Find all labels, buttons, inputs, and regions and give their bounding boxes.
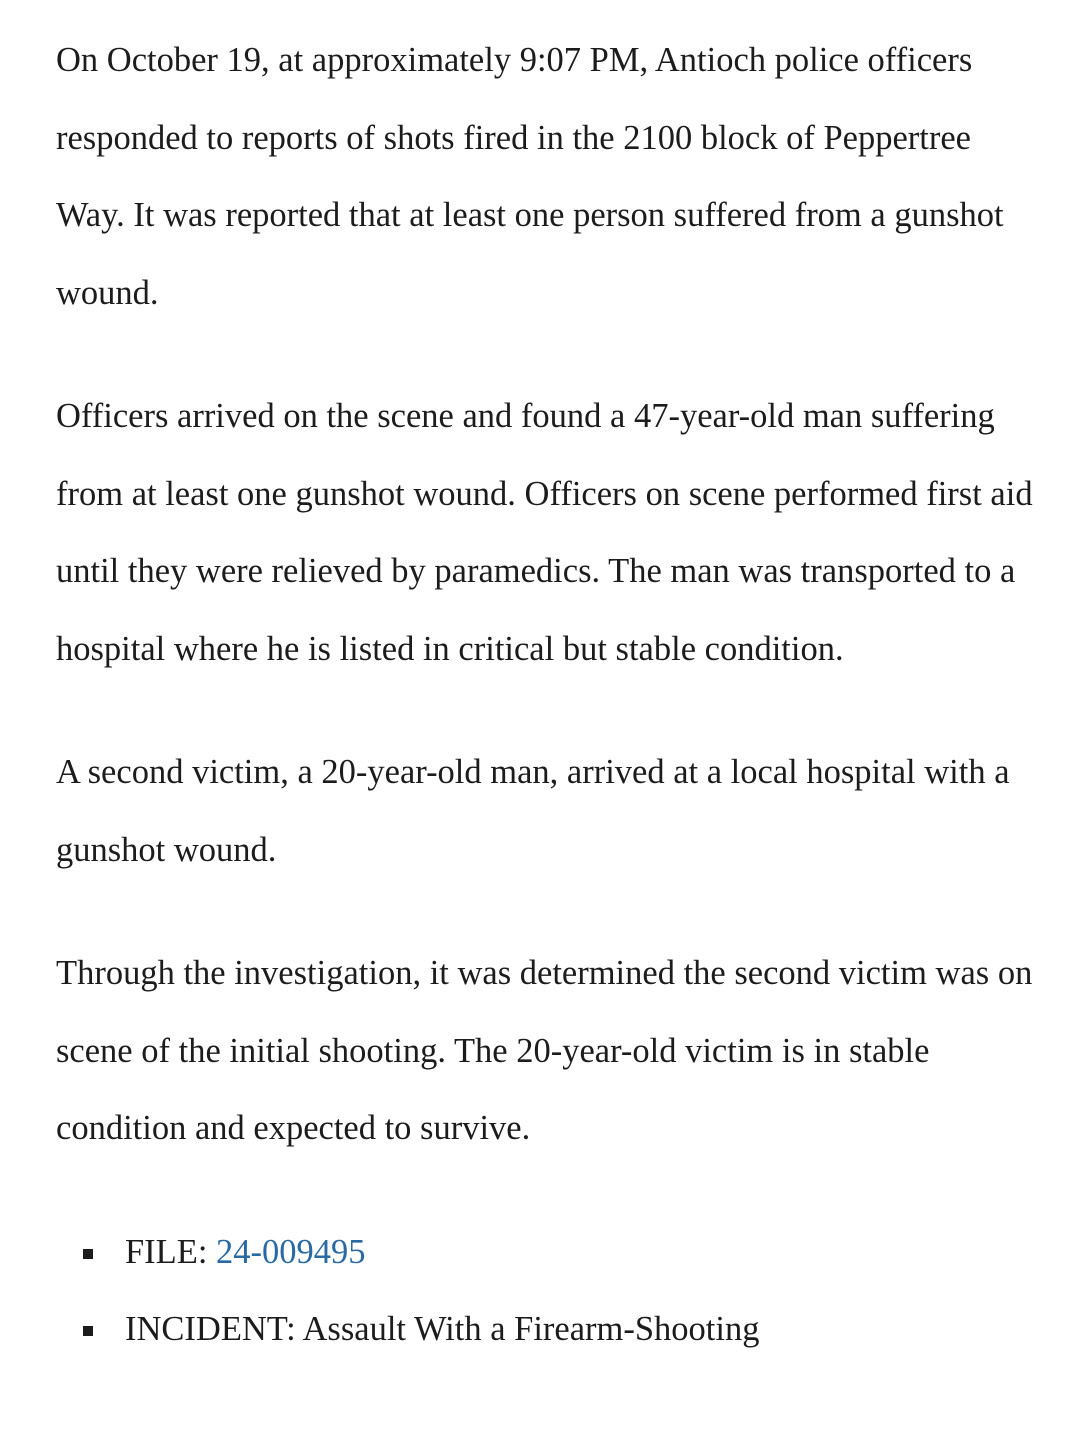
paragraph-incident-report: On October 19, at approximately 9:07 PM, Antioch police officers responded to reports of shots fired in the 2100 block of Peppertree Way. It was reported that at least one person suffered from a gunshot wound. [56, 41, 1004, 312]
file-number-link[interactable]: 24-009495 [216, 1232, 366, 1271]
square-bullet-icon [83, 1249, 93, 1259]
square-bullet-icon [83, 1326, 93, 1336]
paragraph-investigation: Through the investigation, it was determined the second victim was on scene of the initial shooting. The 20-year-old victim is in stable condition and expected to survive. [56, 954, 1033, 1147]
incident-value: Assault With a Firearm-Shooting [302, 1309, 760, 1348]
case-details-list [56, 1214, 1036, 1368]
incident-label: INCIDENT: [125, 1309, 296, 1348]
file-label: FILE: [125, 1232, 208, 1271]
incident-type-item [56, 1291, 1036, 1368]
paragraph-first-victim: Officers arrived on the scene and found a 47-year-old man suffering from at least one gunshot wound. Officers on scene performed first aid until they were relieved by paramedics. The man was transported to a hospital where he is listed in critical but stable condition. [56, 397, 1033, 668]
paragraph-second-victim: A second victim, a 20-year-old man, arrived at a local hospital with a gunshot wound. [56, 753, 1010, 869]
article-body [56, 22, 1036, 1368]
case-file-item [56, 1214, 1036, 1291]
